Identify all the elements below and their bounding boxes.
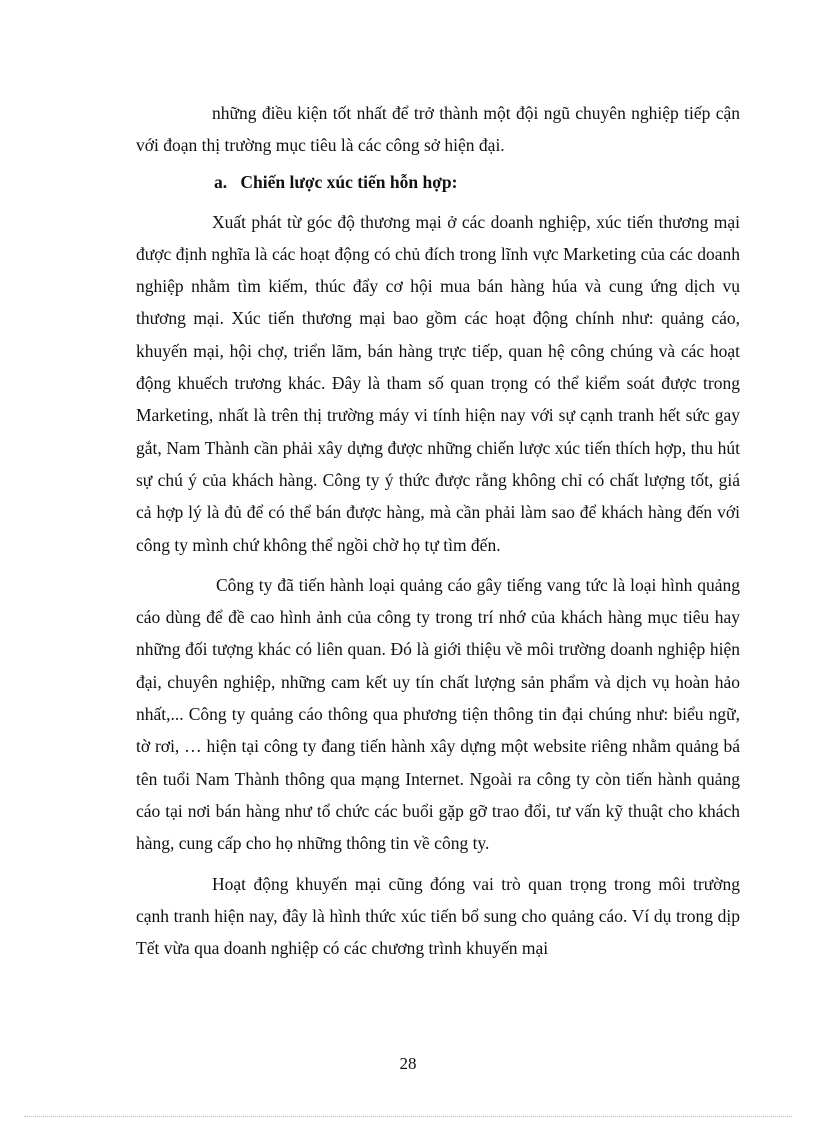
bottom-divider	[24, 1116, 792, 1117]
paragraph-gap	[136, 860, 740, 868]
paragraph-gap	[136, 561, 740, 569]
paragraph-promotion-strategy: Xuất phát từ góc độ thương mại ở các doanh nghiệp, xúc tiến thương mại được định nghĩa là các hoạt động có chủ đích trong lĩnh vực Marketing của các doanh nghiệp nhằm tìm kiếm, thúc đẩy cơ hội mua bán hàng húa và cung ứng dịch vụ thương mại. Xúc tiến thương mại bao gồm các hoạt động chính như: quảng cáo, khuyến mại, hội chợ, triển lãm, bán hàng trực tiếp, quan hệ công chúng và các hoạt động khuếch trương khác. Đây là tham số quan trọng có thể kiểm soát được trong Marketing, nhất là trên thị trường máy vi tính hiện nay với sự cạnh tranh hết sức gay gắt, Nam Thành cần phải xây dựng được những chiến lược xúc tiến thích hợp, thu hút sự chú ý của khách hàng. Công ty ý thức được rằng không chỉ có chất lượng tốt, giá cả hợp lý là đủ để có thể bán được hàng, mà cần phải làm sao để khách hàng đến với công ty mình chứ không thể ngồi chờ họ tự tìm đến.	[136, 211, 740, 555]
paragraph-advertising: Công ty đã tiến hành loại quảng cáo gây tiếng vang tức là loại hình quảng cáo dùng để đề cao hình ảnh của công ty trong trí nhớ của khách hàng mục tiêu hay những đối tượng khác có liên quan. Đó là giới thiệu về môi trường doanh nghiệp hiện đại, chuyên nghiệp, những cam kết uy tín chất lượng sản phẩm và dịch vụ hoàn hảo nhất,... Công ty quảng cáo thông qua phương tiện thông tin đại chúng như: biểu ngữ, tờ rơi, … hiện tại công ty đang tiến hành xây dựng một website riêng nhằm quảng bá tên tuổi Nam Thành thông qua mạng Internet. Ngoài ra công ty còn tiến hành quảng cáo tại nơi bán hàng như tổ chức các buổi gặp gỡ trao đổi, tư vấn kỹ thuật cho khách hàng, cung cấp cho họ những thông tin về công ty.	[136, 574, 740, 854]
heading-text: Chiến lược xúc tiến hỗn hợp:	[240, 171, 458, 192]
page-content	[136, 97, 740, 964]
heading-marker: a.	[214, 171, 228, 192]
page-number: 28	[399, 1054, 417, 1073]
paragraph-sales-promotion: Hoạt động khuyến mại cũng đóng vai trò quan trọng trong môi trường cạnh tranh hiện nay, đây là hình thức xúc tiến bổ sung cho quảng cáo. Ví dụ trong dịp Tết vừa qua doanh nghiệp có các chương trình khuyến mại	[136, 873, 740, 959]
paragraph-intro: những điều kiện tốt nhất để trở thành một đội ngũ chuyên nghiệp tiếp cận với đoạn thị trường mục tiêu là các công sở hiện đại.	[136, 103, 740, 156]
section-heading	[136, 166, 740, 198]
